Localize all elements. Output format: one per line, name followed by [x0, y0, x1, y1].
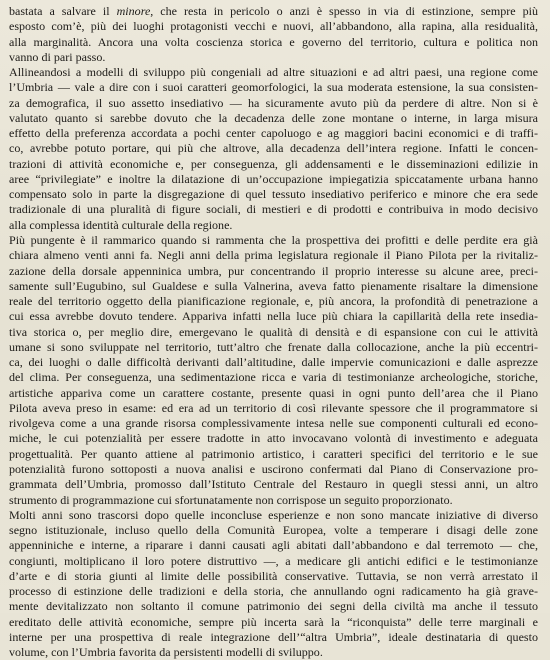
text-line — [9, 584, 538, 599]
text-run: grammata dell’Umbria, promosso dall’Istituto Centrale del Restauro in quegli stessi anni, un altro — [9, 477, 538, 492]
text-run: volume, con l’Umbria favorita da persistenti modelli di sviluppo. — [9, 645, 323, 660]
text-run: Più pungente è il rammarico quando si rammenta che la prospettiva dei profitti e delle perdite era già — [9, 232, 538, 247]
text-line — [9, 386, 538, 401]
text-line — [9, 630, 538, 645]
text-run: appenniniche e interne, a riparare i danni causati agli abitati dall’abbandono e dal terremoto — che, — [9, 538, 538, 553]
text-run: valutato quanto si sarebbe dovuto che la decadenza delle zone montane o interne, in larga misura — [9, 110, 538, 125]
paragraph — [9, 508, 538, 660]
text-line — [9, 80, 538, 95]
text-line — [9, 187, 538, 202]
text-line — [9, 126, 538, 141]
text-run: Allineandosi a modelli di sviluppo più congeniali ad altre situazioni e ad altri paesi, una regione come — [9, 65, 538, 80]
paragraph — [9, 4, 538, 65]
text-run: l’Umbria — vale a dire con i suoi caratteri geomorfologici, la sua moderata estensione, la sua consisten- — [9, 80, 538, 95]
text-line — [9, 325, 538, 340]
text-line — [9, 401, 538, 416]
text-run: tiva storica o, per meglio dire, emergevano le qualità di densità e di espansione con cui le attività — [9, 324, 538, 339]
italic-text: minore — [116, 4, 151, 18]
text-run: Molti anni sono trascorsi dopo quelle inconcluse esperienze e non sono mancate iniziative di diverso — [9, 507, 538, 522]
text-line — [9, 19, 538, 34]
text-run: progettualità. Per quanto attiene al patrimonio artistico, i caratteri specifici del territorio e le sue — [9, 446, 538, 461]
text-run: samente sull’Eugubino, sul Gualdese e sulla Valnerina, aveva fatto pienamente risaltare la dimensione — [9, 278, 538, 293]
text-run: alla marginalità. Ancora una volta coscienza storica e governo del territorio, cultura e politica non — [9, 34, 538, 49]
text-line — [9, 50, 538, 65]
text-run: strumento di programmazione cui sfortunatamente non corrispose un seguito proporzionato. — [9, 492, 453, 507]
text-run: Pilota aveva preso in esame: ed era ad un territorio di così rilevante spessore che il programmatore si — [9, 400, 538, 415]
text-run: segno istituzionale, incluso quello della Comunità Europea, volte a temperare i disagi delle zone — [9, 523, 538, 538]
body-text — [9, 4, 538, 660]
text-run: d’arte e di storia giunti al limite delle possibilità conservative. Tuttavia, se non verrà arrestato il — [9, 568, 538, 583]
text-run: compensato solo in parte la disgregazione di quel tessuto insediativo periferico e minore che era sede — [9, 187, 538, 202]
text-run: interne per una prospettiva di reale integrazione dell’“altra Umbria”, ideale destinataria di questo — [9, 629, 538, 644]
text-run: alla complessa identità culturale della regione. — [9, 217, 233, 232]
text-line — [9, 279, 538, 294]
text-run: zazione della dorsale appenninica umbra, pur concentrando il proprio interesse su alcune aree, preci- — [9, 263, 538, 278]
text-run: miche, le cui potenzialità per essere tradotte in atto invocavano volontà di investimento e adeguata — [9, 431, 538, 446]
text-line — [9, 157, 538, 172]
text-run: ereditato delle attività economiche, sempre più incerta sarà la “riconquista” delle terre marginali e — [9, 614, 538, 629]
text-run: del clima. Per conseguenza, una sedimentazione ricca e varia di testimonianze archeologiche, storiche, — [9, 370, 538, 385]
text-line — [9, 523, 538, 538]
text-line — [9, 248, 538, 263]
text-run: processo di estinzione delle tradizioni e della storia, che annullando ogni radicamento ha già grave- — [9, 584, 538, 599]
text-run: rivolgeva come a una grande risorsa complessivamente intesa nelle sue componenti culturali ed econo- — [9, 416, 538, 431]
text-line — [9, 96, 538, 111]
text-line — [9, 462, 538, 477]
text-run: bastata a salvare il — [9, 4, 117, 18]
text-line — [9, 233, 538, 248]
text-run: ca, dei luoghi o dalle difficoltà derivanti dall’altitudine, dalle impervie comunicazioni e dalle asprezze — [9, 355, 538, 370]
text-line — [9, 645, 538, 660]
text-line — [9, 508, 538, 523]
text-line — [9, 4, 538, 19]
text-run: potenzialità furono sottoposti a nuova analisi e uscirono confermati dal Piano di Conservazione pro- — [9, 461, 538, 476]
text-line — [9, 615, 538, 630]
text-line — [9, 370, 538, 385]
text-line — [9, 309, 538, 324]
text-line — [9, 447, 538, 462]
text-run: congiunti, moltiplicano il loro potere distruttivo —, a medicare gli antichi edifici e le testimonianze — [9, 553, 538, 568]
paragraph — [9, 65, 538, 233]
text-line — [9, 599, 538, 614]
text-run: esposto com’è, più dei luoghi protagonisti vecchi e nuovi, all’abbandono, alla rapina, alla residualità, — [9, 19, 538, 34]
text-line — [9, 264, 538, 279]
text-line — [9, 493, 538, 508]
text-line — [9, 35, 538, 50]
text-line — [9, 65, 538, 80]
text-run: trazioni di attività economiche e, per conseguenza, gli addensamenti e le disseminazioni edilizie in — [9, 156, 538, 171]
text-run: tradizionale di una pluralità di figure sociali, di mestieri e di prodotti e contribuiva in modo decisivo — [9, 202, 538, 217]
text-line — [9, 340, 538, 355]
text-line — [9, 294, 538, 309]
text-line — [9, 569, 538, 584]
text-run: za demografica, il suo assetto insediativo — ha sicuramente avuto più da perdere di altre. Non si è — [9, 95, 538, 110]
text-run: co, avrebbe potuto portare, qui più che altrove, alla decadenza dell’intera regione. Infatti le concen- — [9, 141, 538, 156]
text-line — [9, 416, 538, 431]
text-run: , che resta in pericolo o anzi è spesso in via di estinzione, sempre più — [150, 4, 538, 18]
text-line — [9, 477, 538, 492]
text-line — [9, 111, 538, 126]
text-run: reale del territorio oggetto della pianificazione regionale, e, più ancora, la profondità di penetrazione a — [9, 294, 538, 309]
text-line — [9, 355, 538, 370]
text-line — [9, 431, 538, 446]
text-line — [9, 218, 538, 233]
paragraph — [9, 233, 538, 508]
text-line — [9, 554, 538, 569]
text-run: effetto della preferenza accordata a pochi center capoluogo e ag maggiori bacini economici e di traffi- — [9, 126, 538, 141]
text-line — [9, 202, 538, 217]
text-run: artistiche appariva come un carattere costante, presente quasi in ogni punto dell’area che il Piano — [9, 385, 538, 400]
text-run: chiara almeno venti anni fa. Negli anni della prima legislatura regionale il Piano Pilota per la rivitaliz- — [9, 248, 538, 263]
text-line — [9, 172, 538, 187]
text-line — [9, 538, 538, 553]
text-run: umane si sono sviluppate nel territorio, tutt’altro che frenate dalla collocazione, anche la più eccentri- — [9, 339, 538, 354]
text-line — [9, 141, 538, 156]
text-run: cui essa avrebbe dovuto tendere. Appariva infatti nella luce più chiara la capillarità della rete insedia- — [9, 309, 538, 324]
text-run: mente devitalizzato non soltanto il comune patrimonio dei segni della civiltà ma anche il tessuto — [9, 599, 538, 614]
text-run: aree “privilegiate” e inoltre la dilatazione di un’occupazione impiegatizia spiccatamente urbana hanno — [9, 171, 538, 186]
text-run: vanno di pari passo. — [9, 49, 106, 64]
